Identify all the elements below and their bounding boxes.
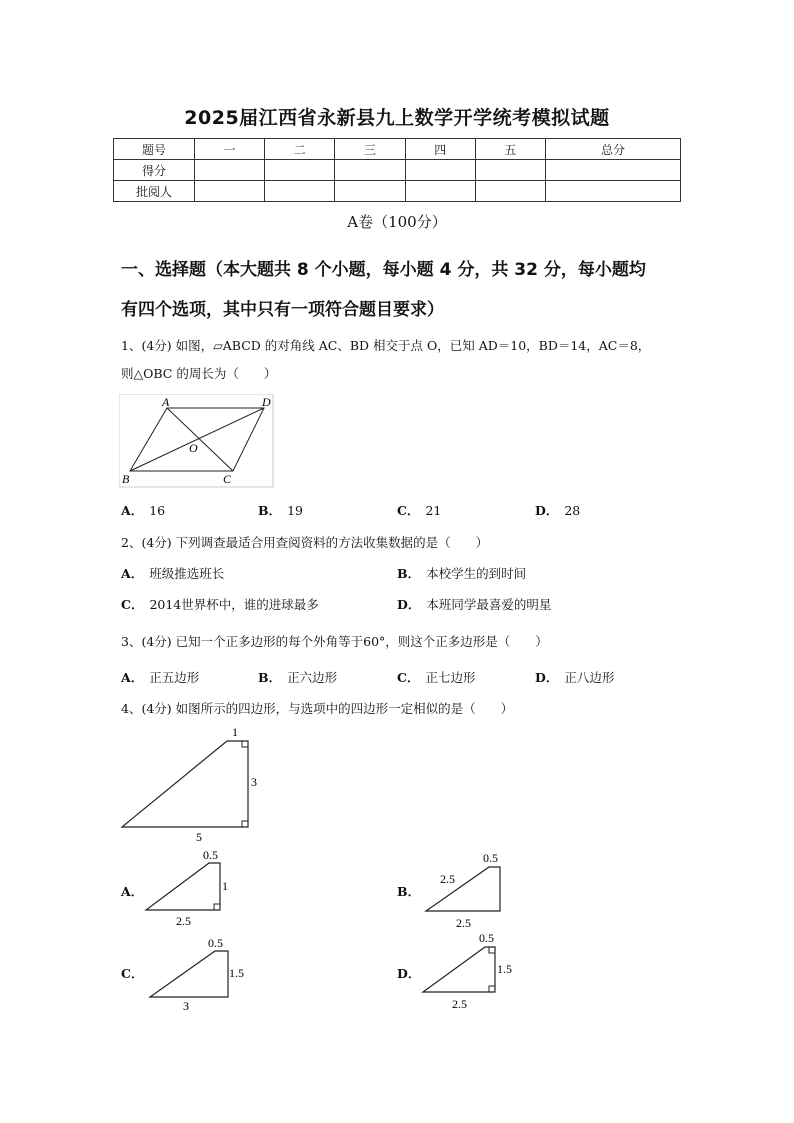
right-angle-mark <box>214 904 220 910</box>
section-heading-line1: 一、选择题（本大题共 8 个小题，每小题 4 分，共 32 分，每小题均 <box>121 260 646 280</box>
label-bottom: 5 <box>196 830 202 844</box>
score-table <box>113 138 681 202</box>
option-text: 正五边形 <box>149 670 200 685</box>
option-key: B． <box>397 884 421 899</box>
option-key: D． <box>397 597 421 612</box>
q4-option-b-figure <box>420 845 520 930</box>
table-cell: 五 <box>475 139 545 160</box>
label-right: 1.5 <box>497 962 512 976</box>
table-cell <box>405 181 475 202</box>
label-c: C <box>223 472 232 486</box>
right-angle-mark <box>489 947 495 953</box>
label-top: 0.5 <box>208 936 223 950</box>
trapezoid-main-figure <box>115 724 265 844</box>
option-key: C． <box>397 670 420 685</box>
q3-option-a[interactable] <box>121 668 199 686</box>
label-d: D <box>262 395 271 409</box>
right-angle-mark <box>242 741 248 747</box>
question-4-text: 4、(4分) 如图所示的四边形，与选项中的四边形一定相似的是（ ） <box>121 701 514 716</box>
q4-option-d-figure <box>418 927 523 1015</box>
table-cell: 三 <box>335 139 405 160</box>
q1-option-b[interactable] <box>258 501 303 519</box>
section-heading-line2: 有四个选项，其中只有一项符合题目要求） <box>121 300 444 320</box>
q3-option-b[interactable] <box>258 668 337 686</box>
diagonal-bd <box>130 408 264 471</box>
q2-option-c[interactable] <box>121 595 319 613</box>
option-key: D． <box>535 503 559 518</box>
option-text: 19 <box>287 503 303 518</box>
q1-option-c[interactable] <box>397 501 441 519</box>
table-cell <box>335 181 405 202</box>
q2-option-d[interactable] <box>397 595 551 613</box>
q1-option-d[interactable] <box>535 501 580 519</box>
table-cell <box>546 181 681 202</box>
label-top: 0.5 <box>203 848 218 862</box>
label-right: 3 <box>251 775 257 789</box>
trapezoid-shape <box>122 741 248 827</box>
option-text: 21 <box>425 503 442 518</box>
table-cell <box>195 160 265 181</box>
table-cell <box>335 160 405 181</box>
label-a: A <box>162 395 170 409</box>
table-cell <box>405 160 475 181</box>
option-key: A． <box>121 670 144 685</box>
right-angle-mark <box>242 821 248 827</box>
table-cell <box>475 160 545 181</box>
table-cell <box>475 181 545 202</box>
label-bottom: 2.5 <box>456 916 471 930</box>
question-3-text: 3、(4分) 已知一个正多边形的每个外角等于60°，则这个正多边形是（ ） <box>121 634 548 649</box>
question-1-text-line2: 则△OBC 的周长为（ ） <box>121 366 277 381</box>
table-cell: 得分 <box>114 160 195 181</box>
parallelogram-figure <box>119 394 274 488</box>
option-key: B． <box>258 503 282 518</box>
volume-heading: A卷（100分） <box>347 213 447 231</box>
table-cell <box>265 181 335 202</box>
option-key: A． <box>121 566 144 581</box>
option-text: 2014世界杯中，谁的进球最多 <box>149 597 319 612</box>
option-key: C． <box>121 597 144 612</box>
trapezoid-shape <box>426 867 500 911</box>
label-bottom: 2.5 <box>176 914 191 928</box>
option-text: 正八边形 <box>564 670 615 685</box>
option-text: 16 <box>149 503 166 518</box>
q1-option-a[interactable] <box>121 501 165 519</box>
table-cell: 二 <box>265 139 335 160</box>
label-b: B <box>122 472 130 486</box>
label-top: 0.5 <box>479 931 494 945</box>
q3-option-c[interactable] <box>397 668 475 686</box>
option-key: A． <box>121 503 144 518</box>
option-text: 正六边形 <box>287 670 338 685</box>
table-cell: 题号 <box>114 139 195 160</box>
label-bottom: 2.5 <box>452 997 467 1011</box>
option-key: C． <box>121 966 144 981</box>
score-table-header-row <box>114 139 681 160</box>
page-title: 2025届江西省永新县九上数学开学统考模拟试题 <box>184 107 610 129</box>
option-text: 正七边形 <box>425 670 476 685</box>
option-text: 本班同学最喜爱的明星 <box>426 597 552 612</box>
q2-option-a[interactable] <box>121 564 224 582</box>
option-key: D． <box>535 670 559 685</box>
q2-option-b[interactable] <box>397 564 526 582</box>
option-text: 28 <box>564 503 581 518</box>
option-key: D． <box>397 966 421 981</box>
diagonal-ac <box>167 408 233 471</box>
question-1-text: 1、(4分) 如图，▱ABCD 的对角线 AC、BD 相交于点 O，已知 AD＝10，BD＝14，AC＝8， <box>121 338 651 353</box>
option-key: A． <box>121 884 144 899</box>
table-cell <box>265 160 335 181</box>
label-bottom: 3 <box>183 999 189 1013</box>
option-key: C． <box>397 503 420 518</box>
score-table-row <box>114 181 681 202</box>
label-o: O <box>189 441 198 455</box>
q3-option-d[interactable] <box>535 668 614 686</box>
right-angle-mark <box>489 986 495 992</box>
label-right: 1.5 <box>229 966 244 980</box>
label-slant: 2.5 <box>440 872 455 886</box>
label-right: 1 <box>222 879 228 893</box>
table-cell: 总分 <box>546 139 681 160</box>
q4-option-c-figure <box>145 930 250 1015</box>
option-key: B． <box>258 670 282 685</box>
label-top: 0.5 <box>483 851 498 865</box>
table-cell <box>195 181 265 202</box>
option-key: B． <box>397 566 421 581</box>
option-text: 本校学生的到时间 <box>426 566 527 581</box>
table-cell <box>546 160 681 181</box>
table-cell: 一 <box>195 139 265 160</box>
trapezoid-shape <box>423 947 495 992</box>
trapezoid-shape <box>146 863 220 910</box>
label-top: 1 <box>232 725 238 739</box>
trapezoid-shape <box>150 951 228 997</box>
score-table-row <box>114 160 681 181</box>
option-text: 班级推选班长 <box>149 566 225 581</box>
q4-option-a-figure <box>140 845 240 930</box>
table-cell: 批阅人 <box>114 181 195 202</box>
question-2-text: 2、(4分) 下列调查最适合用查阅资料的方法收集数据的是（ ） <box>121 535 489 550</box>
table-cell: 四 <box>405 139 475 160</box>
